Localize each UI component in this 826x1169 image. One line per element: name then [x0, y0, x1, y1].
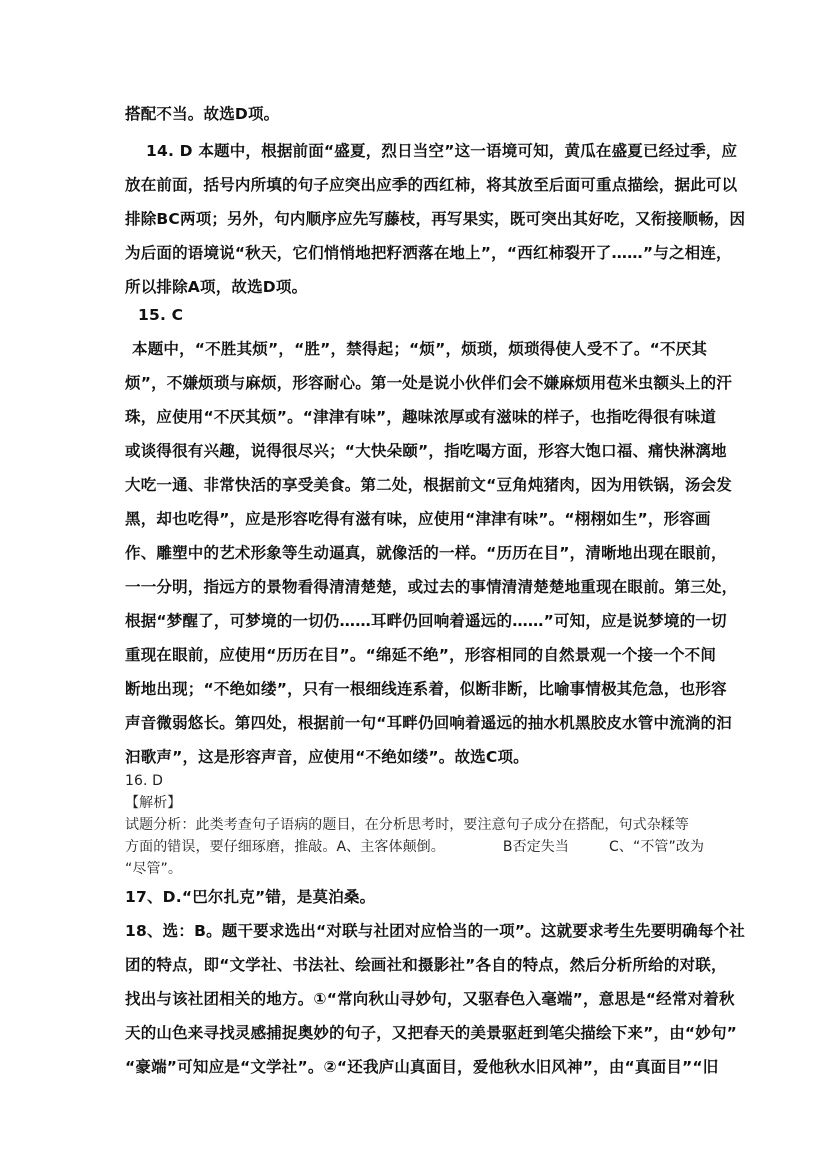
- text-line: 断地出现；“不绝如缕”，只有一根细线连系着，似断非断，比喻事情极其危急，也形容: [125, 680, 727, 698]
- text-line: 14. D 本题中，根据前面“盛夏，烈日当空”这一语境可知，黄瓜在盛夏已经过季，应: [146, 142, 738, 160]
- text-line: 放在前面，括号内所填的句子应突出应季的西红柿，将其放至后面可重点描绘，据此可以: [125, 176, 738, 194]
- text-line: 为后面的语境说“秋天，它们悄悄地把籽洒落在地上”，“西红柿裂开了……”与之相连，: [125, 244, 732, 262]
- text-line: 汩歌声”，这是形容声音，应使用“不绝如缕”。故选C项。: [125, 748, 529, 766]
- text-line: 根据“梦醒了，可梦境的一切仍……耳畔仍回响着遥远的……”可知，应是说梦境的一切: [125, 612, 727, 630]
- text-line: 黑，却也吃得”，应是形容吃得有滋有味，应使用“津津有味”。“栩栩如生”，形容画: [125, 510, 711, 528]
- text-line: 珠，应使用“不厌其烦”。“津津有味”，趣味浓厚或有滋味的样子，也指吃得很有味道: [125, 408, 717, 426]
- text-segment: 方面的错误，要仔细琢磨，推敲。A、主客体颠倒。: [125, 839, 445, 855]
- text-line: 17、D.“巴尔扎克”错，是莫泊桑。: [125, 888, 376, 906]
- text-line: 烦”，不嫌烦琐与麻烦，形容耐心。第一处是说小伙伴们会不嫌麻烦用苞米虫额头上的汗: [125, 374, 732, 392]
- text-line: 找出与该社团相关的地方。①“常向秋山寻妙句，又驱春色入毫端”，意思是“经常对着秋: [125, 990, 735, 1008]
- analysis-heading: 【解析】: [125, 795, 182, 811]
- text-line: 作、雕塑中的艺术形象等生动逼真，就像活的一样。“历历在目”，清晰地出现在眼前，: [125, 544, 727, 562]
- text-line: 搭配不当。故选D项。: [125, 105, 280, 123]
- text-line: [125, 837, 704, 857]
- text-line: 声音微弱悠长。第四处，根据前一句“耳畔仍回响着遥远的抽水机黑胶皮水管中流淌的汩: [125, 714, 732, 732]
- text-line: “豪端”可知应是“文学社”。②“还我庐山真面目，爱他秋水旧风神”，由“真面目”“旧: [125, 1058, 719, 1076]
- text-line: 所以排除A项，故选D项。: [125, 278, 308, 296]
- question-number: 15. C: [138, 306, 184, 324]
- text-segment: C、“不管”改为: [609, 839, 705, 855]
- text-line: 试题分析：此类考查句子语病的题目，在分析思考时，要注意句子成分在搭配，句式杂糅等: [125, 817, 689, 833]
- text-line: 18、选：B。题干要求选出“对联与社团对应恰当的一项”。这就要求考生先要明确每个社: [125, 922, 745, 940]
- text-line: 本题中，“不胜其烦”，“胜”，禁得起；“烦”，烦琐，烦琐得使人受不了。“不厌其: [132, 340, 708, 358]
- question-number: 16. D: [125, 773, 163, 789]
- text-line: 一一分明，指远方的景物看得清清楚楚，或过去的事情清清楚楚地重现在眼前。第三处，: [125, 578, 738, 596]
- text-line: “尽管”。: [125, 861, 183, 877]
- text-segment: B否定失当: [502, 839, 569, 855]
- text-line: 排除BC两项；另外，句内顺序应先写藤枝，再写果实，既可突出其好吃，又衔接顺畅，因: [125, 210, 746, 228]
- text-line: 团的特点，即“文学社、书法社、绘画社和摄影社”各自的特点，然后分析所给的对联，: [125, 956, 727, 974]
- text-line: 或谈得很有兴趣，说得很尽兴；“大快朵颐”，指吃喝方面，形容大饱口福、痛快淋漓地: [125, 442, 727, 460]
- text-line: 大吃一通、非常快活的享受美食。第二处，根据前文“豆角炖猪肉，因为用铁锅，汤会发: [125, 476, 732, 494]
- text-line: 天的山色来寻找灵感捕捉奥妙的句子，又把春天的美景驱赶到笔尖描绘下来”，由“妙句”: [125, 1024, 738, 1042]
- text-line: 重现在眼前，应使用“历历在目”。“绵延不绝”，形容相同的自然景观一个接一个不间: [125, 646, 717, 664]
